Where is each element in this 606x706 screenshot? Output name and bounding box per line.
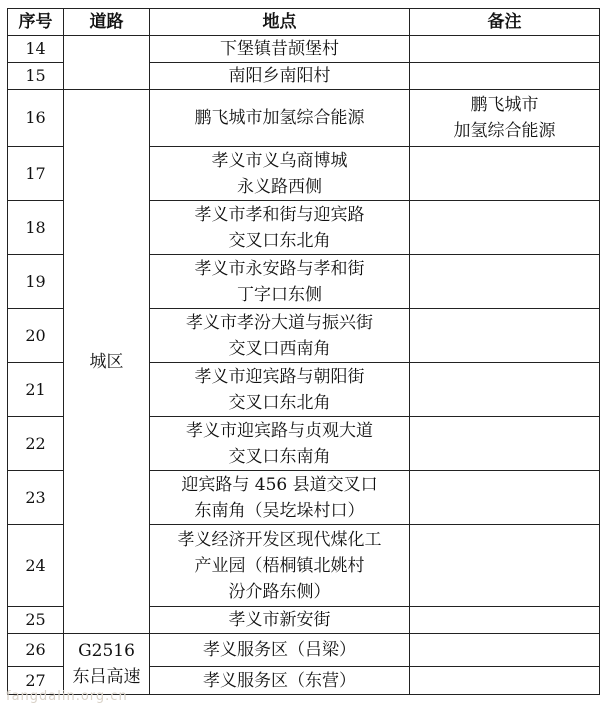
header-seq: 序号 xyxy=(8,9,64,36)
location-cell xyxy=(150,147,410,201)
seq-cell: 19 xyxy=(8,255,64,309)
seq-cell: 16 xyxy=(8,90,64,147)
header-row xyxy=(8,9,600,36)
note-cell xyxy=(410,147,600,201)
note-cell xyxy=(410,63,600,90)
location-cell: 孝义服务区（东营） xyxy=(150,667,410,695)
location-line: 孝义市迎宾路与朝阳街 xyxy=(194,366,365,387)
location-cell xyxy=(150,471,410,525)
road-cell-empty xyxy=(64,36,150,90)
location-cell xyxy=(150,363,410,417)
road-line: G2516 xyxy=(78,641,135,661)
location-line: 产业园（梧桐镇北姚村 xyxy=(194,555,365,576)
seq-cell: 21 xyxy=(8,363,64,417)
note-cell xyxy=(410,607,600,634)
location-line: 交叉口东北角 xyxy=(228,230,331,251)
location-line: 汾介路东侧） xyxy=(228,581,331,602)
seq-cell: 27 xyxy=(8,667,64,695)
seq-cell: 24 xyxy=(8,525,64,607)
location-cell: 下堡镇昔颉堡村 xyxy=(150,36,410,63)
location-cell: 孝义服务区（吕梁） xyxy=(150,634,410,667)
location-line: 孝义市孝和街与迎宾路 xyxy=(194,204,365,225)
location-cell xyxy=(150,309,410,363)
watermark: fangdalin.org.cn xyxy=(6,689,128,704)
location-cell xyxy=(150,255,410,309)
road-cell-g2516 xyxy=(64,634,150,695)
note-cell xyxy=(410,667,600,695)
location-line: 迎宾路与 456 县道交叉口 xyxy=(181,474,378,495)
seq-cell: 23 xyxy=(8,471,64,525)
location-line: 孝义市孝汾大道与振兴街 xyxy=(186,312,373,333)
seq-cell: 20 xyxy=(8,309,64,363)
location-line: 孝义市义乌商博城 xyxy=(211,150,348,171)
location-line: 东南角（吴圪垛村口） xyxy=(194,500,365,521)
location-line: 孝义市迎宾路与贞观大道 xyxy=(186,420,373,441)
location-line: 交叉口东北角 xyxy=(228,392,331,413)
location-cell: 南阳乡南阳村 xyxy=(150,63,410,90)
table-row xyxy=(8,90,600,147)
seq-cell: 17 xyxy=(8,147,64,201)
location-cell: 鹏飞城市加氢综合能源 xyxy=(150,90,410,147)
header-location: 地点 xyxy=(150,9,410,36)
seq-cell: 26 xyxy=(8,634,64,667)
location-cell xyxy=(150,201,410,255)
station-table xyxy=(7,8,600,695)
table-row xyxy=(8,634,600,667)
location-cell: 孝义市新安街 xyxy=(150,607,410,634)
location-line: 交叉口西南角 xyxy=(228,338,331,359)
seq-cell: 14 xyxy=(8,36,64,63)
location-cell xyxy=(150,525,410,607)
note-cell xyxy=(410,36,600,63)
seq-cell: 22 xyxy=(8,417,64,471)
header-road: 道路 xyxy=(64,9,150,36)
location-line: 交叉口东南角 xyxy=(228,446,331,467)
note-cell xyxy=(410,363,600,417)
note-cell xyxy=(410,634,600,667)
note-cell xyxy=(410,525,600,607)
note-cell xyxy=(410,201,600,255)
note-cell xyxy=(410,471,600,525)
location-line: 孝义市永安路与孝和街 xyxy=(194,258,365,279)
road-line: 东吕高速 xyxy=(72,667,141,687)
note-line: 鹏飞城市 xyxy=(470,95,539,115)
seq-cell: 25 xyxy=(8,607,64,634)
note-cell xyxy=(410,417,600,471)
note-line: 加氢综合能源 xyxy=(453,121,556,141)
note-cell xyxy=(410,90,600,147)
location-line: 永义路西侧 xyxy=(237,176,322,197)
note-cell xyxy=(410,255,600,309)
road-cell-chengqu: 城区 xyxy=(64,90,150,634)
note-cell xyxy=(410,309,600,363)
location-line: 丁字口东侧 xyxy=(237,284,322,305)
seq-cell: 15 xyxy=(8,63,64,90)
location-cell xyxy=(150,417,410,471)
seq-cell: 18 xyxy=(8,201,64,255)
location-line: 孝义经济开发区现代煤化工 xyxy=(177,529,382,550)
header-note: 备注 xyxy=(410,9,600,36)
table-row xyxy=(8,36,600,63)
